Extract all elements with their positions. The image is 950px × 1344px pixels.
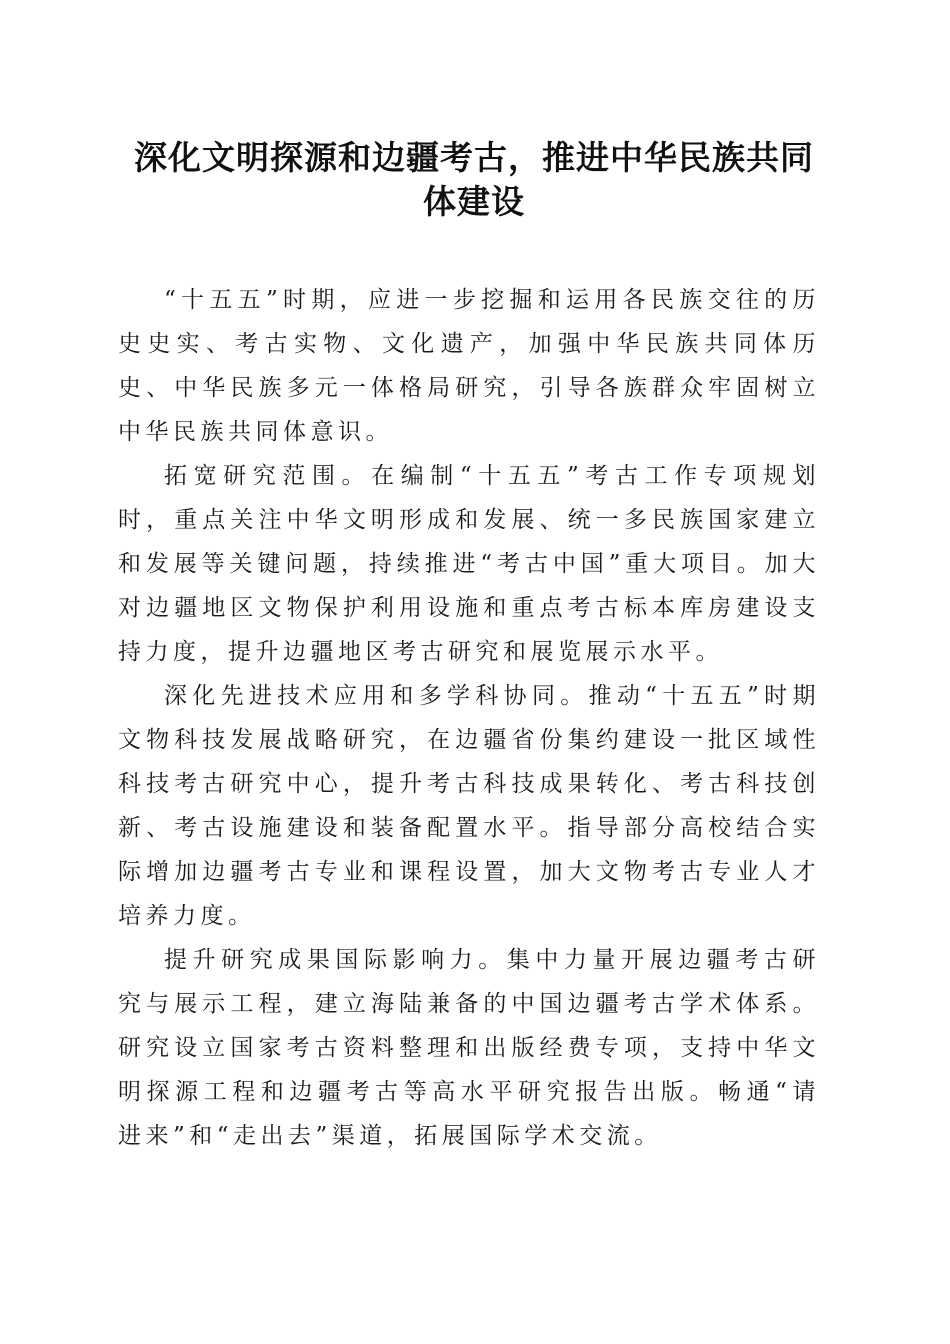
paragraph-intro: “十五五”时期，应进一步挖掘和运用各民族交往的历史史实、考古实物、文化遗产，加强中华民族共同体历史、中华民族多元一体格局研究，引导各族群众牢固树立中华民族共同体意识。	[118, 287, 820, 445]
document-body	[118, 278, 820, 1158]
paragraph-technology: 深化先进技术应用和多学科协同。推动“十五五”时期文物科技发展战略研究，在边疆省份集约建设一批区域性科技考古研究中心，提升考古科技成果转化、考古科技创新、考古设施建设和装备配置水平。指导部分高校结合实际增加边疆考古专业和课程设置，加大文物考古专业人才培养力度。	[118, 683, 820, 929]
paragraph-research-scope: 拓宽研究范围。在编制“十五五”考古工作专项规划时，重点关注中华文明形成和发展、统一多民族国家建立和发展等关键问题，持续推进“考古中国”重大项目。加大对边疆地区文物保护利用设施和重点考古标本库房建设支持力度，提升边疆地区考古研究和展览展示水平。	[118, 463, 820, 665]
document-title: 深化文明探源和边疆考古，推进中华民族共同体建设	[134, 138, 814, 221]
paragraph-international: 提升研究成果国际影响力。集中力量开展边疆考古研究与展示工程，建立海陆兼备的中国边疆考古学术体系。研究设立国家考古资料整理和出版经费专项，支持中华文明探源工程和边疆考古等高水平研究报告出版。畅通“请进来”和“走出去”渠道，拓展国际学术交流。	[118, 947, 820, 1149]
